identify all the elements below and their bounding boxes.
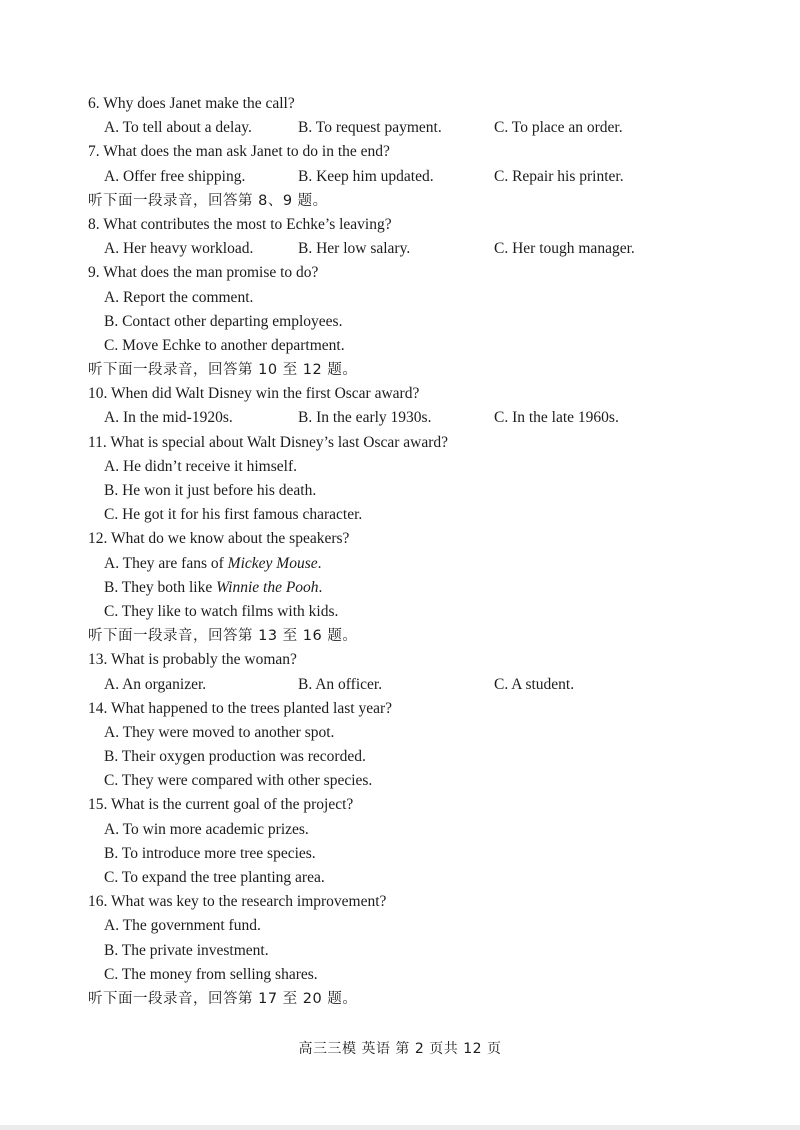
option-b: B. He won it just before his death. — [104, 482, 317, 499]
option-c: C. He got it for his first famous character. — [104, 506, 363, 524]
option-a: A. Offer free shipping. — [104, 167, 246, 185]
option-a: A. Her heavy workload. — [104, 240, 254, 258]
question-13-stem: 13. What is probably the woman? — [88, 651, 297, 669]
option-b: B. To request payment. — [298, 119, 442, 137]
option-c: C. The money from selling shares. — [104, 965, 318, 983]
option-c: C. Move Echke to another department. — [104, 336, 345, 354]
question-6-stem: 6. Why does Janet make the call? — [88, 95, 295, 112]
option-b: B. An officer. — [298, 675, 383, 693]
option-b: B. Contact other departing employees. — [104, 312, 343, 330]
instruction-8-9: 听下面一段录音，回答第 8、9 题。 — [88, 192, 328, 209]
question-11-stem: 11. What is special about Walt Disney’s last Oscar award? — [88, 433, 449, 451]
question-14-stem: 14. What happened to the trees planted last year? — [88, 699, 392, 717]
question-7-stem: 7. What does the man ask Janet to do in the end? — [88, 143, 390, 161]
question-8-options — [88, 237, 768, 261]
option-a: A. He didn’t receive it himself. — [104, 457, 297, 475]
page-bottom-edge — [0, 1125, 800, 1130]
option-c: C. They were compared with other species. — [104, 772, 373, 790]
option-b-end: . — [318, 578, 323, 596]
option-c: C. To place an order. — [494, 119, 623, 137]
option-a: A. In the mid-1920s. — [104, 409, 233, 427]
option-b — [88, 576, 768, 600]
option-b: B. The private investment. — [104, 941, 269, 959]
option-c: C. To expand the tree planting area. — [104, 869, 325, 886]
option-c: C. A student. — [494, 675, 575, 693]
option-a: A. The government fund. — [104, 917, 261, 935]
option-b: B. In the early 1930s. — [298, 409, 432, 427]
question-15-stem: 15. What is the current goal of the project? — [88, 796, 354, 814]
option-b: B. Keep him updated. — [298, 167, 434, 185]
question-6-options — [88, 116, 768, 140]
option-a: A. Report the comment. — [104, 288, 254, 306]
option-a-end: . — [317, 554, 322, 572]
option-c: C. In the late 1960s. — [494, 409, 619, 427]
option-a-text: A. They are fans of — [104, 554, 228, 572]
option-b: B. Her low salary. — [298, 240, 411, 258]
option-b-title: Winnie the Pooh — [216, 578, 319, 596]
option-b: B. To introduce more tree species. — [104, 844, 316, 862]
question-9-stem: 9. What does the man promise to do? — [88, 264, 319, 282]
option-c: C. They like to watch films with kids. — [104, 602, 339, 620]
option-a: A. To tell about a delay. — [104, 119, 252, 137]
option-a: A. An organizer. — [104, 675, 207, 693]
option-b: B. Their oxygen production was recorded. — [104, 748, 366, 766]
page-footer: 高三三模 英语 第 2 页共 12 页 — [298, 1041, 502, 1057]
option-a — [88, 552, 768, 576]
option-b-text: B. They both like — [104, 578, 217, 596]
question-10-options — [88, 406, 768, 430]
question-7-options — [88, 165, 768, 189]
question-13-options — [88, 673, 768, 697]
option-a: A. They were moved to another spot. — [104, 723, 335, 741]
option-a: A. To win more academic prizes. — [104, 820, 309, 838]
instruction-17-20: 听下面一段录音，回答第 17 至 20 题。 — [88, 990, 358, 1007]
option-c: C. Repair his printer. — [494, 167, 624, 185]
question-list — [88, 92, 768, 1011]
question-8-stem: 8. What contributes the most to Echke’s leaving? — [88, 215, 392, 233]
instruction-10-12: 听下面一段录音，回答第 10 至 12 题。 — [88, 362, 358, 379]
instruction-13-16: 听下面一段录音，回答第 13 至 16 题。 — [88, 628, 358, 645]
option-c: C. Her tough manager. — [494, 240, 635, 258]
question-10-stem: 10. When did Walt Disney win the first Oscar award? — [88, 385, 420, 403]
question-12-stem: 12. What do we know about the speakers? — [88, 530, 350, 548]
option-a-title: Mickey Mouse — [227, 554, 318, 572]
question-16-stem: 16. What was key to the research improvement? — [88, 893, 387, 911]
